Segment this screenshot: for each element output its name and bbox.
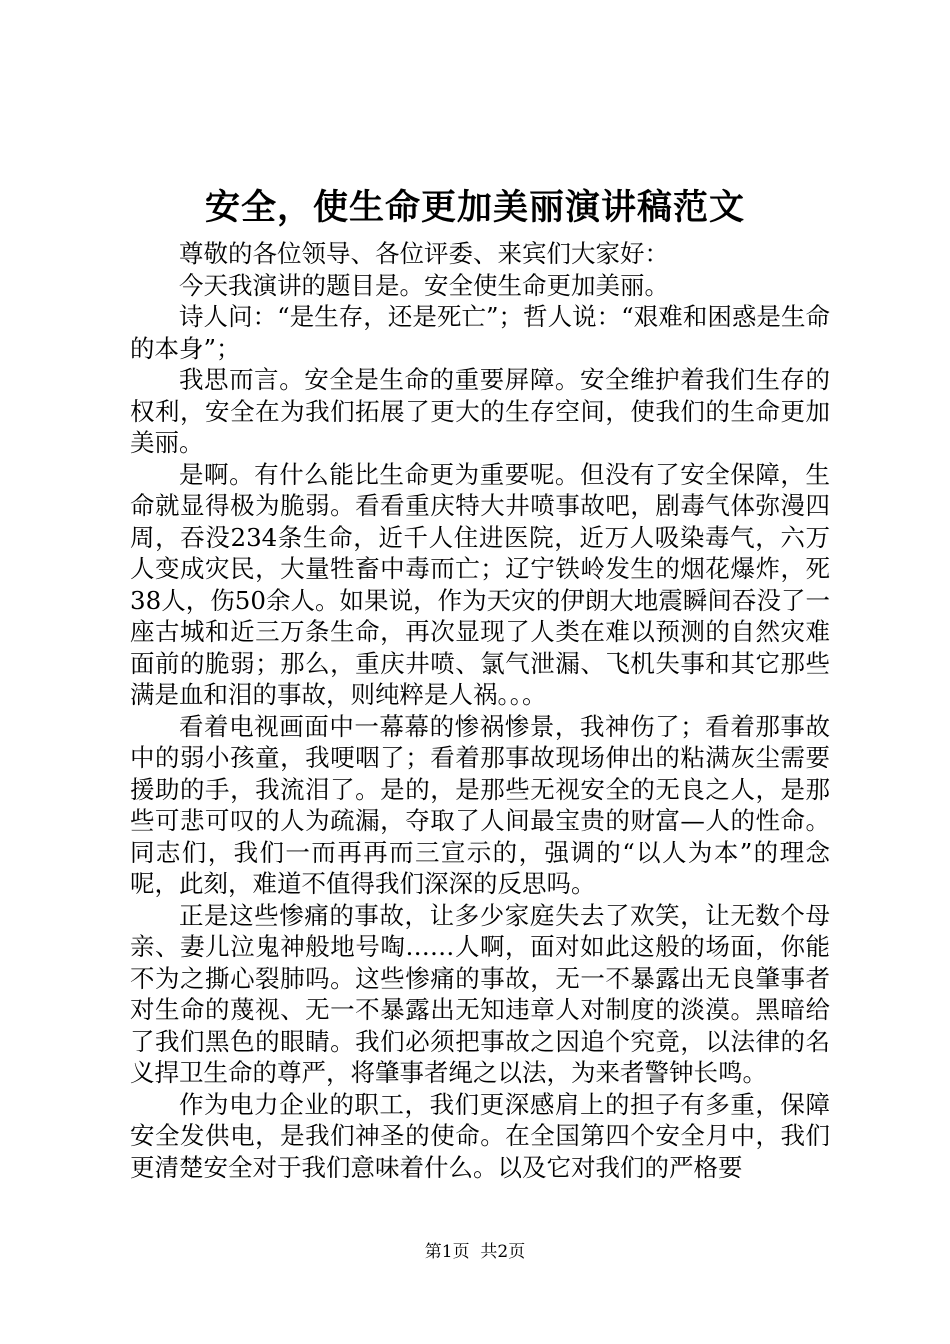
paragraph-greeting: 尊敬的各位领导、各位评委、来宾们大家好： xyxy=(179,239,669,268)
document-body xyxy=(130,238,830,1183)
paragraph-accidents: 是啊。有什么能比生命更为重要呢。但没有了安全保障，生命就显得极为脆弱。看看重庆特大井喷事故吧，剧毒气体弥漫四周，吞没234条生命，近千人住进医院，近万人吸染毒气，六万人变成灾民，大量牲畜中毒而亡；辽宁铁岭发生的烟花爆炸，死38人，伤50余人。如果说，作为天灾的伊朗大地震瞬间吞没了一座古城和近三万条生命，再次显现了人类在难以预测的自然灾难面前的脆弱；那么，重庆井喷、氯气泄漏、飞机失事和其它那些满是血和泪的事故，则纯粹是人祸。。。 xyxy=(130,459,830,709)
paragraph-painful-accidents: 正是这些惨痛的事故，让多少家庭失去了欢笑，让无数个母亲、妻儿泣鬼神般地号啕……人啊，面对如此这般的场面，你能不为之撕心裂肺吗。这些惨痛的事故，无一不暴露出无良肇事者对生命的蔑视、无一不暴露出无知违章人对制度的淡漠。黑暗给了我们黑色的眼睛。我们必须把事故之因追个究竟，以法律的名义捍卫生命的尊严，将肇事者绳之以法，为来者警钟长鸣。 xyxy=(130,900,830,1087)
paragraph-topic: 今天我演讲的题目是。安全使生命更加美丽。 xyxy=(179,270,669,300)
page-total: 共2页 xyxy=(480,1242,526,1262)
paragraph-poet-philosopher: 诗人问：“是生存，还是死亡”；哲人说：“艰难和困惑是生命的本身”； xyxy=(130,302,830,363)
paragraph-tv-scenes: 看着电视画面中一幕幕的惨祸惨景，我神伤了；看着那事故中的弱小孩童，我哽咽了；看着那事故现场伸出的粘满灰尘需要援助的手，我流泪了。是的，是那些无视安全的无良之人，是那些可悲可叹的人为疏漏，夺取了人间最宝贵的财富—人的性命。同志们，我们一而再再而三宣示的，强调的“以人为本”的理念呢，此刻，难道不值得我们深深的反思吗。 xyxy=(130,711,830,898)
document-title: 安全，使生命更加美丽演讲稿范文 xyxy=(204,188,745,228)
page-footer xyxy=(0,1240,950,1264)
page-number: 第1页 xyxy=(424,1242,470,1262)
paragraph-power-workers: 作为电力企业的职工，我们更深感肩上的担子有多重，保障安全发供电，是我们神圣的使命。在全国第四个安全月中，我们更清楚安全对于我们意味着什么。以及它对我们的严格要 xyxy=(130,1089,830,1182)
paragraph-safety-barrier: 我思而言。安全是生命的重要屏障。安全维护着我们生存的权利，安全在为我们拓展了更大的生存空间，使我们的生命更加美丽。 xyxy=(130,365,830,457)
